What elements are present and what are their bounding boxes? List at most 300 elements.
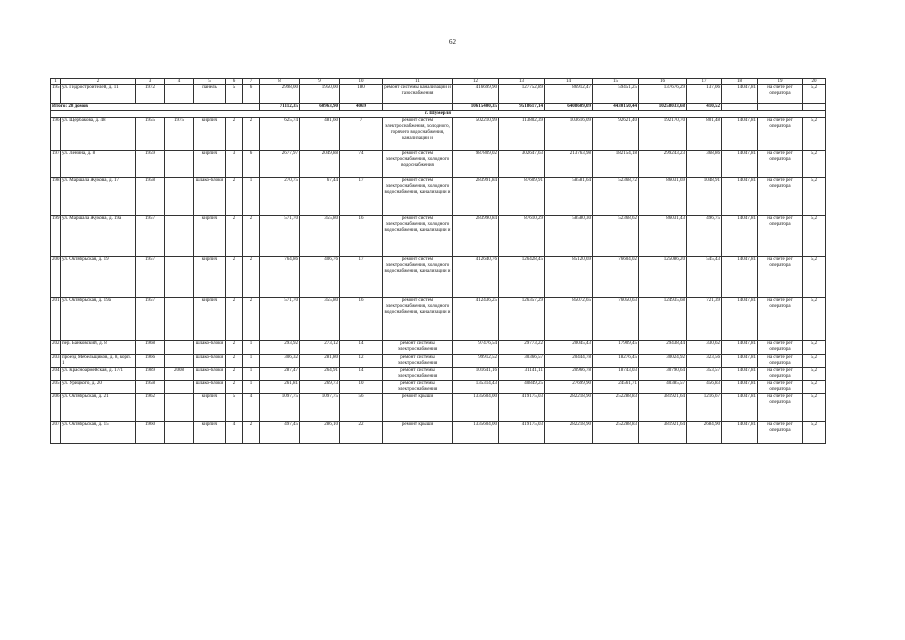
table-cell: ремонт системы электроснабжения [383,355,453,368]
table-cell: 286,10 [300,422,340,444]
table-cell: на счете рег оператора [758,355,803,368]
table-row [51,151,826,178]
table-cell: 58580,30 [545,216,593,257]
table-cell: 135314,43 [453,381,499,394]
table-cell: 127752,89 [499,85,545,104]
column-number: 15 [593,79,639,85]
table-cell: 30024,92 [639,355,687,368]
table-cell: 126428,45 [499,257,545,298]
table-cell: 283991,84 [453,178,499,216]
table-cell: 1959 [136,151,165,178]
table-cell [165,381,194,394]
column-number: 16 [639,79,687,85]
table-cell: 27699,90 [545,381,593,394]
table-cell: 287,47 [260,368,300,381]
table-cell: ул. Октябрьская, д. 19а [61,298,136,341]
table-cell: 1957 [136,298,165,341]
table-cell: 1 [243,355,260,368]
table-cell: панель [194,85,226,104]
table-row [51,85,826,104]
page-number: 62 [449,38,456,46]
total-value: 4430150,44 [593,104,639,111]
table-cell: 381921,64 [639,394,687,422]
table-cell: 5,2 [803,85,826,104]
table-cell: 18743,03 [593,368,639,381]
column-number: 11 [383,79,453,85]
table-cell: 1216,67 [687,394,722,422]
table-cell: 192170,70 [639,118,687,151]
table-cell: 92621,40 [593,118,639,151]
table-cell: 269,73 [300,381,340,394]
table-cell: 205 [51,381,61,394]
table-cell: кирпич [194,216,226,257]
total-value [383,104,453,111]
table-cell: 1097,75 [260,394,300,422]
table-cell: ул. Красноармейская, д. 17/1 [61,368,136,381]
table-cell: 20966,78 [545,368,593,381]
table-cell: 282218,90 [545,422,593,444]
column-number: 1 [51,79,61,85]
table-cell: ремонт систем электроснабжения, холодного водоснабжения [383,151,453,178]
table-cell: ул. Щербакова, д. 48 [61,118,136,151]
table-cell: на счете рег оператора [758,257,803,298]
column-number: 12 [453,79,499,85]
table-cell: 1097,75 [300,394,340,422]
table-cell: ремонт систем электроснабжения, холодного, горячего водоснабжения, канализации и [383,118,453,151]
table-cell: ремонт систем электроснабжения, холодного водоснабжения, канализации и [383,178,453,216]
table-cell: 987809,02 [453,151,499,178]
table-cell: шлако-блоки [194,381,226,394]
table-cell: кирпич [194,118,226,151]
table-cell: 20045,43 [545,341,593,355]
column-number: 17 [687,79,722,85]
column-number: 10 [340,79,383,85]
table-cell: 2 [226,381,243,394]
table-cell: 126357,29 [499,298,545,341]
table-cell: 200 [51,257,61,298]
table-cell: 721,39 [687,298,722,341]
table-cell: 2 [243,257,260,298]
table-cell: на счете рег оператора [758,151,803,178]
table-cell: 52368,62 [593,216,639,257]
table-cell: 6 [243,151,260,178]
table-cell: 67,44 [300,178,340,216]
total-value: 4069 [340,104,383,111]
column-number: 7 [243,79,260,85]
table-cell: 353,57 [687,368,722,381]
table-cell: 2 [226,368,243,381]
table-cell [165,422,194,444]
table-cell: 103616,09 [545,118,593,151]
table-cell: ремонт системы электроснабжения [383,381,453,394]
column-number: 18 [722,79,758,85]
table-cell [165,341,194,355]
table-row [51,381,826,394]
table-cell: 59451,25 [593,85,639,104]
table-cell: на счете рег оператора [758,341,803,355]
table-cell: ул. Октябрьская, д. 15 [61,422,136,444]
table-cell: 1335604,00 [453,394,499,422]
table-cell: 31141,11 [499,368,545,381]
table-cell: шлако-блоки [194,355,226,368]
table-cell: 419175,03 [499,422,545,444]
table-cell: 1 [243,381,260,394]
table-cell: 24561,71 [593,381,639,394]
table-cell: 203 [51,355,61,368]
table-cell: 97476,54 [453,341,499,355]
table-cell: 2998,00 [260,85,300,104]
table-cell: 74 [340,151,383,178]
table-cell: 5,2 [803,355,826,368]
table-cell: 87609,91 [499,178,545,216]
table-cell: 17 [340,257,383,298]
table-cell: 4 [226,422,243,444]
table-cell: 195 [51,85,61,104]
table-cell: 14047,81 [722,355,758,368]
table-cell: 5,2 [803,178,826,216]
table-row [51,422,826,444]
table-cell: 801,48 [687,118,722,151]
table-cell: ул. Октябрьская, д. 19 [61,257,136,298]
table-cell [165,394,194,422]
table-cell: 302647,63 [499,151,545,178]
table-cell: 1955 [136,118,165,151]
table-cell: 545,43 [687,257,722,298]
table-cell: 14047,81 [722,368,758,381]
table-cell: на счете рег оператора [758,118,803,151]
table-cell: 1950,00 [300,85,340,104]
table-cell: 1972 [136,85,165,104]
table-cell: 202 [51,341,61,355]
capital-repair-table [50,78,826,444]
table-cell: 180 [340,85,383,104]
table-cell: 58581,64 [545,178,593,216]
table-cell: на счете рег оператора [758,422,803,444]
table-cell: ремонт системы электроснабжения [383,368,453,381]
table-cell: 355,80 [300,298,340,341]
table-cell: 5 [226,394,243,422]
total-value: 6408609,09 [545,104,593,111]
table-cell: 368,86 [687,151,722,178]
table-cell: 14 [340,368,383,381]
table-cell: 252288,83 [593,394,639,422]
table-cell: 273,12 [300,341,340,355]
table-cell: ремонт систем электроснабжения, холодного водоснабжения, канализации и [383,216,453,257]
table-cell: 497,45 [260,422,300,444]
table-cell: 18276,45 [593,355,639,368]
column-number: 13 [499,79,545,85]
table-cell: 14047,81 [722,257,758,298]
table-cell: 196 [51,118,61,151]
table-cell: 14047,81 [722,85,758,104]
table-cell: шлако-блоки [194,341,226,355]
table-cell: 204 [51,368,61,381]
column-number: 5 [194,79,226,85]
empty-cell [803,104,826,111]
table-cell: ул. Октябрьская, д. 21 [61,394,136,422]
table-cell: 2 [226,298,243,341]
table-cell: 14047,81 [722,422,758,444]
table-row [51,178,826,216]
table-cell: 1989 [136,368,165,381]
total-value: 60963,90 [300,104,340,111]
column-number: 3 [136,79,165,85]
table-cell: 17 [340,178,383,216]
table-cell: 14047,81 [722,341,758,355]
table-cell: 40385,57 [639,381,687,394]
table-cell: 5,2 [803,257,826,298]
table-cell: 17909,45 [593,341,639,355]
table-cell: 16 [340,216,383,257]
table-cell: 2 [226,216,243,257]
table-cell: 30366,57 [499,355,545,368]
table-cell: 416699,90 [453,85,499,104]
table-cell: кирпич [194,257,226,298]
table-cell: 198 [51,178,61,216]
table-cell [165,216,194,257]
table-cell: 252288,83 [593,422,639,444]
table-cell: 137,06 [687,85,722,104]
table-cell: 1 [243,341,260,355]
table-cell: 764,86 [260,257,300,298]
table-cell: 293,92 [260,341,300,355]
table-cell: 264,91 [300,368,340,381]
table-cell: 201 [51,298,61,341]
table-cell: 270,75 [260,178,300,216]
table-cell: 40849,25 [499,381,545,394]
table-cell: 1960 [136,422,165,444]
table-cell: 1966 [136,355,165,368]
table-cell: ремонт систем электроснабжения, холодного водоснабжения, канализации и [383,298,453,341]
table-cell: 282218,90 [545,394,593,422]
table-cell: 5,2 [803,216,826,257]
table-cell: 52368,72 [593,178,639,216]
table-cell: 86031,43 [639,216,687,257]
table-cell: кирпич [194,394,226,422]
city-name: г. Шумерля [51,111,826,118]
table-row [51,394,826,422]
table-cell: 14047,81 [722,178,758,216]
table-cell: на счете рег оператора [758,85,803,104]
table-cell: 113802,39 [499,118,545,151]
table-cell: на счете рег оператора [758,298,803,341]
table-cell: 87610,29 [499,216,545,257]
table-cell: 16 [340,298,383,341]
column-number: 8 [260,79,300,85]
table-cell: 5,2 [803,368,826,381]
table-cell: 5 [226,85,243,104]
table-cell: 2677,97 [260,151,300,178]
table-cell: 1048,91 [687,178,722,216]
table-cell: 22 [340,422,383,444]
table-cell: шлако-блоки [194,178,226,216]
table-cell: 101641,16 [453,368,499,381]
table-cell: ремонт систем электроснабжения, холодного водоснабжения, канализации и [383,257,453,298]
table-cell: ул. Урицкого, д. 20 [61,381,136,394]
table-row [51,341,826,355]
column-number: 6 [226,79,243,85]
table-cell: на счете рег оператора [758,381,803,394]
table-cell: 381921,64 [639,422,687,444]
table-cell: 4 [243,394,260,422]
table-cell: шлако-блоки [194,368,226,381]
table-cell: 6 [243,85,260,104]
table-cell [165,151,194,178]
table-cell: ул. Ленина, д. 8 [61,151,136,178]
table-cell: 2049,88 [300,151,340,178]
table-cell: 2684,90 [687,422,722,444]
table-cell: 56 [340,394,383,422]
table-cell: 2 [243,298,260,341]
table-cell: 197 [51,151,61,178]
table-cell: 124935,68 [639,298,687,341]
table-cell: 571,70 [260,216,300,257]
total-label: Итого: 28 домов [51,104,260,111]
table-cell: 1975 [165,118,194,151]
table-cell: 125086,20 [639,257,687,298]
table-cell: ремонт системы канализации и газоснабжения [383,85,453,104]
table-cell: 1 [243,368,260,381]
table-cell: 1962 [136,394,165,422]
table-cell: 406,76 [300,257,340,298]
table-cell: 85072,65 [545,298,593,341]
table-cell: 2 [226,355,243,368]
table-cell: 2 [243,422,260,444]
table-cell: 502210,99 [453,118,499,151]
table-cell: ремонт крыши [383,394,453,422]
table-row [51,118,826,151]
table-cell: на счете рег оператора [758,178,803,216]
city-header-row [51,111,826,118]
table-cell: 199 [51,216,61,257]
table-cell: 330,62 [687,341,722,355]
table-cell: 7 [340,118,383,151]
table-cell: 29438,44 [639,341,687,355]
table-cell: 10 [340,381,383,394]
table-cell [165,355,194,368]
table-cell: 30790,64 [639,368,687,381]
table-cell: кирпич [194,422,226,444]
table-cell: 2 [243,216,260,257]
table-cell: 306,32 [260,355,300,368]
table-cell: 456,83 [687,381,722,394]
table-cell: 14047,81 [722,394,758,422]
table-cell: 355,80 [300,216,340,257]
table-cell: 571,70 [260,298,300,341]
table-cell: 5,2 [803,341,826,355]
table-cell: ул. Маршала Жукова, д. 19а [61,216,136,257]
table-cell: 323,56 [687,355,722,368]
table-cell: 76604,02 [593,257,639,298]
table-cell: 5,2 [803,394,826,422]
empty-cell [758,104,803,111]
table-cell: 182154,18 [593,151,639,178]
table-cell: 14047,81 [722,216,758,257]
total-value: 10258033,68 [639,104,687,111]
table-cell: 2 [226,178,243,216]
table-cell: 412640,76 [453,257,499,298]
table-cell: 14047,81 [722,151,758,178]
table-cell: 283990,84 [453,216,499,257]
table-cell: 76050,63 [593,298,639,341]
table-cell: 12 [340,355,383,368]
table-row [51,368,826,381]
column-number: 14 [545,79,593,85]
table-cell: 86031,69 [639,178,687,216]
table-cell [165,85,194,104]
table-cell: 5,2 [803,118,826,151]
table-cell: 412436,25 [453,298,499,341]
table-cell: 2 [226,118,243,151]
table-cell: 5,2 [803,381,826,394]
table-cell: 419175,03 [499,394,545,422]
table-cell: 99912,52 [453,355,499,368]
total-value: 10615400,35 [453,104,499,111]
table-cell: на счете рег оператора [758,216,803,257]
table-cell: 213763,98 [545,151,593,178]
table-cell: проезд Мебельщиков, д. 8, корп. 1 [61,355,136,368]
table-cell: 481,60 [300,118,340,151]
column-number: 19 [758,79,803,85]
table-cell: ул. Маршала Жукова, д. 17 [61,178,136,216]
table-cell: ремонт системы электроснабжения [383,341,453,355]
total-value: 9518617,14 [499,104,545,111]
table-cell: 207 [51,422,61,444]
table-cell: 1 [243,178,260,216]
table-cell: 86912,47 [545,85,593,104]
table-cell: 2 [243,118,260,151]
total-value: 71112,35 [260,104,300,111]
table-cell: 261,81 [260,381,300,394]
table-cell: ремонт крыши [383,422,453,444]
table-cell: кирпич [194,151,226,178]
table-cell: 14 [340,341,383,355]
table-cell: 14047,81 [722,381,758,394]
table-row [51,355,826,368]
table-cell: 29773,22 [499,341,545,355]
total-value: 410,52 [687,104,722,111]
table-cell: 1958 [136,381,165,394]
table-cell: пер. Банковский, д. 8 [61,341,136,355]
table-cell: 299243,23 [639,151,687,178]
table-cell: 2 [226,257,243,298]
table-cell: 1957 [136,257,165,298]
table-row [51,298,826,341]
table-cell: 5,2 [803,151,826,178]
table-cell [165,298,194,341]
column-number: 9 [300,79,340,85]
table-cell: 14047,81 [722,118,758,151]
column-number: 2 [61,79,136,85]
table-cell: 1957 [136,216,165,257]
column-number: 20 [803,79,826,85]
table-cell: 1968 [136,341,165,355]
table-row [51,257,826,298]
table-cell: 281,80 [300,355,340,368]
table-cell: 625,74 [260,118,300,151]
table-cell: кирпич [194,298,226,341]
table-cell: 1958 [136,178,165,216]
table-cell: ул. Гидростроителей, д. 11 [61,85,136,104]
table-cell: 3 [226,151,243,178]
column-number: 4 [165,79,194,85]
total-row [51,104,826,111]
table-cell: 2008 [165,368,194,381]
table-cell [165,257,194,298]
table-cell: на счете рег оператора [758,394,803,422]
table-cell: 137676,29 [639,85,687,104]
table-row [51,216,826,257]
